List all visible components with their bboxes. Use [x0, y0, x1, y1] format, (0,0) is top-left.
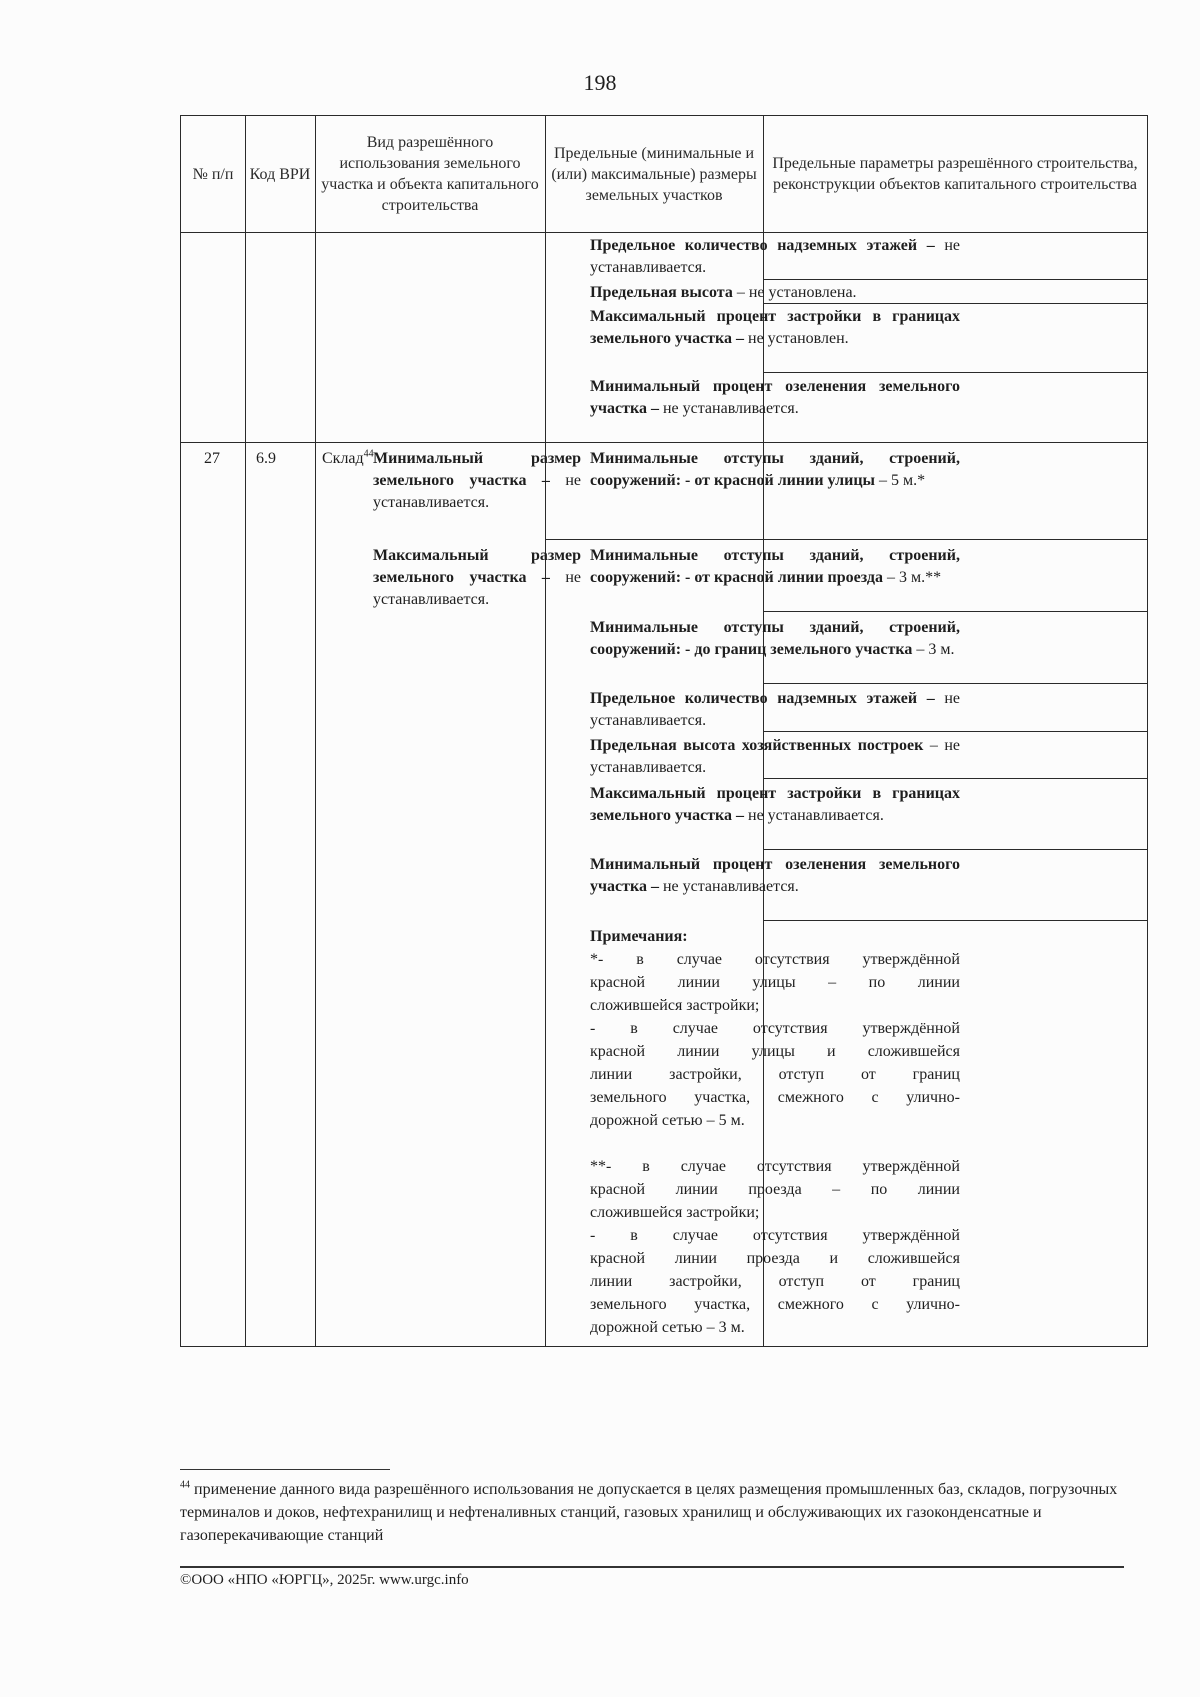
row-divider [763, 683, 1147, 684]
note-line: *- в случае отсутствия утверждённой [590, 951, 960, 968]
param-height: Предельная высота – не установлена. [590, 284, 857, 301]
param-greening-percent: Минимальный процент озеленения земельного участка – не устанавливается. [590, 378, 960, 417]
size-max: Максимальный размер земельного участка – не устанавливается. [373, 547, 581, 608]
notes-heading: Примечания: [590, 928, 688, 945]
param-setback-passage: Минимальные отступы зданий, строений, сооружений: - от красной линии проезда – 3 м.** [590, 547, 960, 586]
row-divider [545, 539, 1147, 540]
footer-rule [180, 1566, 1124, 1568]
note-line: земельного участка, смежного с улично- [590, 1089, 960, 1106]
note-line: красной линии улицы и сложившейся [590, 1043, 960, 1060]
param-building-percent: Максимальный процент застройки в границах земельного участка – не устанавливается. [590, 785, 960, 824]
row-divider [763, 279, 1147, 280]
row-divider [181, 442, 1147, 443]
footnote-text: применение данного вида разрешённого использования не допускается в целях размещения промышленных баз, складов, погрузочных терминалов и доков, нефтехранилищ и нефтеналивных станций, газовых хранилищ и обслуживающих их газоконденсатные и газоперекачивающие станций [180, 1481, 1118, 1544]
note-line: - в случае отсутствия утверждённой [590, 1227, 960, 1244]
footnote-ref: 44 [363, 448, 374, 460]
param-outbuilding-height: Предельная высота хозяйственных построек – не устанавливается. [590, 737, 960, 776]
header-plot-sizes: Предельные (минимальные и (или) максимальные) размеры земельных участков [551, 144, 757, 204]
notes-block [590, 925, 960, 1339]
header-rule [181, 232, 1147, 233]
footnote-number: 44 [180, 1479, 190, 1491]
size-min: Минимальный размер земельного участка – не устанавливается. [373, 450, 581, 511]
param-greening-percent: Минимальный процент озеленения земельного участка – не устанавливается. [590, 856, 960, 895]
note-line: красной линии улицы – по линии [590, 974, 960, 991]
note-line: - в случае отсутствия утверждённой [590, 1020, 960, 1037]
param-floors: Предельное количество надземных этажей – не устанавливается. [590, 237, 960, 276]
param-setback-boundary: Минимальные отступы зданий, строений, сооружений: - до границ земельного участка – 3 м. [590, 619, 960, 658]
footnote [180, 1478, 1140, 1547]
param-floors: Предельное количество надземных этажей – не устанавливается. [590, 690, 960, 729]
row-code: 6.9 [256, 450, 276, 467]
note-line: земельного участка, смежного с улично- [590, 1296, 960, 1313]
column-divider [315, 116, 316, 1346]
row-number: 27 [204, 450, 220, 467]
note-line: красной линии проезда – по линии [590, 1181, 960, 1198]
note-line: сложившейся застройки; [590, 997, 760, 1014]
param-setback-street: Минимальные отступы зданий, строений, сооружений: - от красной линии улицы – 5 м.* [590, 450, 960, 489]
row-use-type: Склад$^{44}$ [322, 448, 374, 467]
header-use-type: Вид разрешённого использования земельного участка и объекта капитального строительства [321, 134, 539, 214]
note-line: **- в случае отсутствия утверждённой [590, 1158, 960, 1175]
footnote-separator [180, 1469, 390, 1470]
row-divider [763, 372, 1147, 373]
note-line: сложившейся застройки; [590, 1204, 760, 1221]
note-line: красной линии проезда и сложившейся [590, 1250, 960, 1267]
row-divider [763, 920, 1147, 921]
note-spacer [590, 1132, 960, 1155]
header-num: № п/п [192, 165, 234, 183]
column-divider [545, 116, 546, 1346]
note-line: линии застройки, отступ от границ [590, 1066, 960, 1083]
footer-copyright: ©ООО «НПО «ЮРГЦ», 2025г. www.urgc.info [180, 1572, 469, 1588]
page-number: 198 [583, 70, 617, 95]
header-build-params: Предельные параметры разрешённого строительства, реконструкции объектов капитального строительства [772, 155, 1138, 193]
column-divider [245, 116, 246, 1346]
row-divider [763, 611, 1147, 612]
note-line: дорожной сетью – 5 м. [590, 1112, 745, 1129]
row-divider [763, 849, 1147, 850]
note-line: линии застройки, отступ от границ [590, 1273, 960, 1290]
param-building-percent: Максимальный процент застройки в границах земельного участка – не установлен. [590, 308, 960, 347]
header-code: Код ВРИ [249, 165, 311, 183]
note-line: дорожной сетью – 3 м. [590, 1319, 745, 1336]
